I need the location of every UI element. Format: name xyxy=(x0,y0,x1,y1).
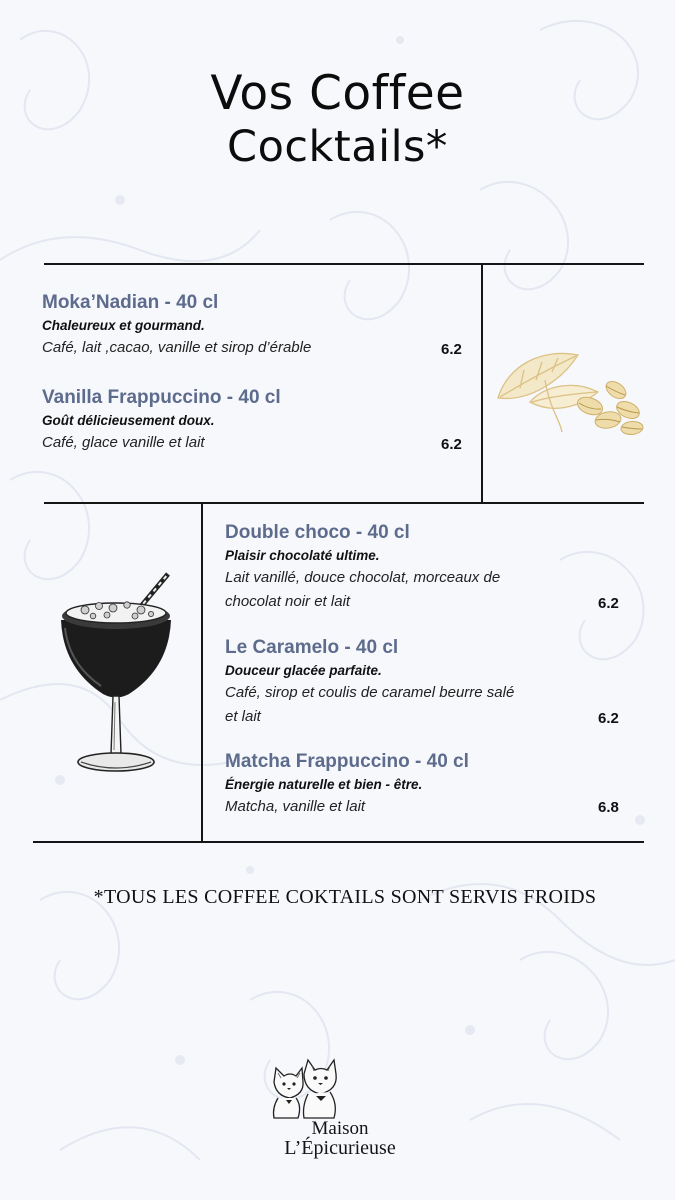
item-tagline: Goût délicieusement doux. xyxy=(42,413,215,428)
divider-vertical-right xyxy=(481,263,483,504)
item-description-line2: chocolat noir et lait xyxy=(225,593,351,610)
item-price: 6.2 xyxy=(598,710,619,727)
divider-top xyxy=(44,263,644,265)
item-description-line2: et lait xyxy=(225,708,261,725)
menu-item-double-choco xyxy=(225,521,605,614)
item-price: 6.2 xyxy=(598,595,619,612)
page-title-line2: Cocktails* xyxy=(227,122,448,172)
footnote: *TOUS LES COFFEE COKTAILS SONT SERVIS FROIDS xyxy=(93,886,597,908)
menu-item-matcha-frappuccino xyxy=(225,750,605,819)
item-price: 6.2 xyxy=(441,341,462,358)
divider-vertical-left xyxy=(201,502,203,843)
item-name: Moka’Nadian - 40 cl xyxy=(42,292,219,313)
page-title-line1: Vos Coffee xyxy=(210,66,465,121)
item-tagline: Douceur glacée parfaite. xyxy=(225,663,382,678)
menu-item-moka-nadian xyxy=(42,291,472,360)
item-price: 6.8 xyxy=(598,799,619,816)
cocktail-glass-icon xyxy=(55,568,180,778)
divider-middle xyxy=(44,502,644,504)
item-description: Café, glace vanille et lait xyxy=(42,434,205,451)
item-name: Vanilla Frappuccino - 40 cl xyxy=(42,387,281,408)
item-description-line1: Café, sirop et coulis de caramel beurre salé xyxy=(225,684,515,701)
coffee-leaves-and-beans-icon xyxy=(490,340,645,435)
logo-line1: Maison xyxy=(311,1118,369,1139)
menu-item-vanilla-frappuccino xyxy=(42,386,472,455)
item-tagline: Chaleureux et gourmand. xyxy=(42,318,205,333)
two-cats-logo-icon xyxy=(268,1058,340,1120)
item-description-line1: Matcha, vanille et lait xyxy=(225,798,366,815)
item-description: Café, lait ,cacao, vanille et sirop d’érable xyxy=(42,339,312,356)
logo-line2: L’Épicurieuse xyxy=(284,1137,396,1159)
item-name: Matcha Frappuccino - 40 cl xyxy=(225,751,469,772)
menu-item-le-caramelo xyxy=(225,636,605,729)
item-tagline: Énergie naturelle et bien - être. xyxy=(225,777,423,792)
item-description-line1: Lait vanillé, douce chocolat, morceaux de xyxy=(225,569,501,586)
item-price: 6.2 xyxy=(441,436,462,453)
divider-bottom xyxy=(33,841,644,843)
item-name: Double choco - 40 cl xyxy=(225,522,410,543)
item-name: Le Caramelo - 40 cl xyxy=(225,637,399,658)
item-tagline: Plaisir chocolaté ultime. xyxy=(225,548,380,563)
